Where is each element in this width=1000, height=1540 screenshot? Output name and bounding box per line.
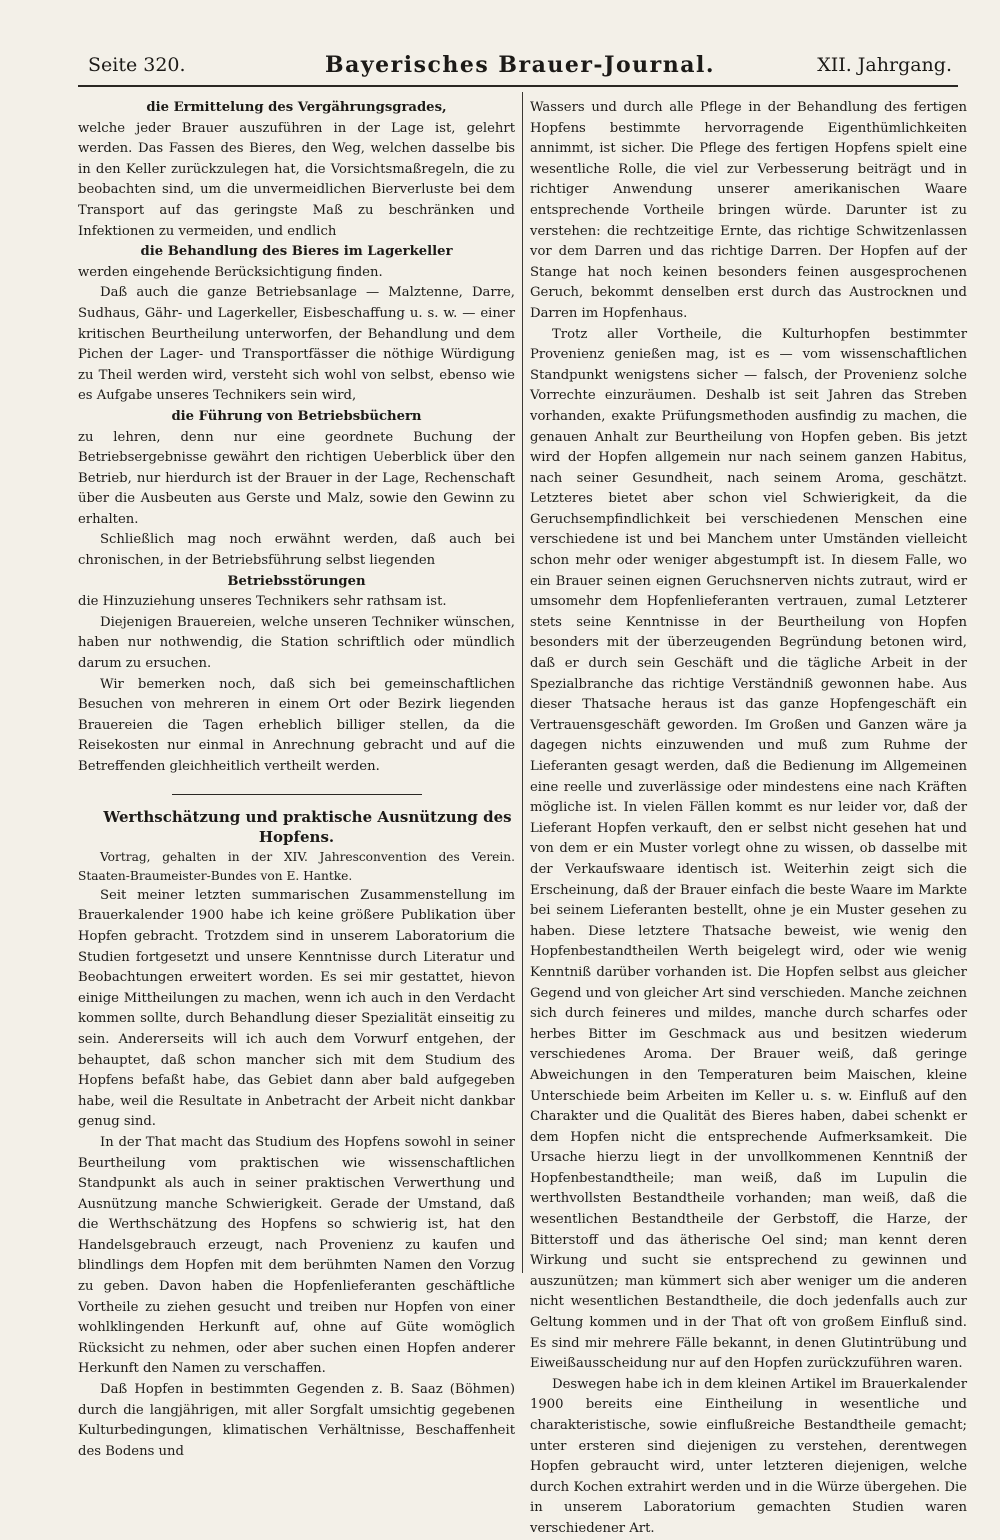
paragraph: Seit meiner letzten summarischen Zusammenstellung im Brauerkalender 1900 habe ich keine größere Publikation über Hopfen gebracht. Trotzdem sind in unserem Laboratorium die Studien fortgesetzt und unsere Kenntnisse durch Literatur und Beobachtungen erweitert worden. Es sei mir gestattet, hievon einige Mittheilungen zu machen, wenn ich auch in den Verdacht kommen sollte, durch Behandlung dieser Spezialität einseitig zu sein. Andererseits will ich auch dem Vorwurf entgehen, der behauptet, daß schon mancher sich mit dem Studium des Hopfens befaßt habe, das Gebiet dann aber bald aufgegeben habe, weil die Resultate in Anbetracht der Arbeit nicht dankbar genug sind. [78, 887, 515, 1130]
section-heading: die Führung von Betriebsbüchern [171, 408, 422, 424]
volume-label: XII. Jahrgang. [817, 54, 952, 76]
article-byline: Vortrag, gehalten in der XIV. Jahresconvention des Verein. Staaten-Braumeister-Bundes von E. Hantke. [78, 849, 515, 883]
paragraph: werden eingehende Berücksichtigung finden. [78, 264, 383, 280]
paragraph: Trotz aller Vortheile, die Kulturhopfen bestimmter Provenienz genießen mag, ist es — vom wissenschaftlichen Standpunkt wenigstens sicher — falsch, der Provenienz solche Vorrechte einzuräumen. Deshalb ist seit Jahren das Streben vorhanden, exakte Prüfungsmethoden ausfindig zu machen, die genauen Anhalt zur Beurtheilung von Hopfen geben. Bis jetzt wird der Hopfen allgemein nur nach seinem ganzen Habitus, nach seiner Gesundheit, nach seinem Aroma, geschätzt. Letzteres bietet aber schon viel Schwierigkeit, da die Geruchsempfindlichkeit bei verschiedenen Menschen eine verschiedene ist und bei Manchem unter Umständen vielleicht schon mehr oder weniger abgestumpft ist. In diesem Falle, wo ein Brauer seinen eignen Geruchsnerven nichts zutraut, wird er umsomehr dem Hopfenlieferanten vertrauen, zumal Letzterer stets seine Kenntnisse in der Beurtheilung von Hopfen besonders mit der überzeugenden Begründung betonen wird, daß er durch sein Geschäft und die tägliche Arbeit in der Spezialbranche das richtige Verständniß gewonnen habe. Aus dieser Thatsache heraus ist das ganze Hopfengeschäft ein Vertrauensgeschäft geworden. Im Großen und Ganzen wäre ja dagegen nichts einzuwenden und muß zum Ruhme der Lieferanten gesagt werden, daß die Bedienung im Allgemeinen eine reelle und zuverlässige oder mindestens eine nach Kräften mögliche ist. In vielen Fällen kommt es nur leider vor, daß der Lieferant Hopfen verkauft, den er selbst nicht gesehen hat und von dem er ein Muster vorlegt ohne zu wissen, ob dasselbe mit der Verkaufswaare identisch ist. Weiterhin zeigt sich die Erscheinung, daß der Brauer einfach die beste Waare im Markte bei seinem Lieferanten bestellt, ohne je ein Muster gesehen zu haben. Diese letztere Thatsache beweist, wie wenig den Hopfenbestandtheilen Werth beigelegt wird, oder wie wenig Kenntniß darüber vorhanden ist. Die Hopfen selbst aus gleicher Gegend und von gleicher Art sind verschieden. Manche zeichnen sich durch feineres und mildes, manche durch scharfes oder herbes Bitter im Geschmack aus und besitzen wiederum verschiedenes Aroma. Der Brauer weiß, daß geringe Abweichungen in den Temperaturen beim Maischen, kleine Unterschiede beim Arbeiten im Keller u. s. w. Einfluß auf den Charakter und die Qualität des Bieres haben, dabei schenkt er dem Hopfen nicht die entsprechende Aufmerksamkeit. Die Ursache hierzu liegt in der unvollkommenen Kenntniß der Hopfenbestandtheile; man weiß, daß im Lupulin die werthvollsten Bestandtheile vorhanden; man weiß, daß die wesentlichen Bestandtheile der Gerbstoff, die Harze, der Bitterstoff und das ätherische Oel sind; man kennt deren Wirkung und sucht sie entsprechend zu gewinnen und auszunützen; man kümmert sich aber weniger um die anderen nicht wesentlichen Bestandtheile, die doch jedenfalls auch zur Geltung kommen und in der That oft von großem Einfluß sind. Es sind mir mehrere Fälle bekannt, in denen Glutintrübung und Eiweißausscheidung nur auf den Hopfen zurückzuführen waren. [530, 326, 967, 1372]
paragraph: Daß Hopfen in bestimmten Gegenden z. B. Saaz (Böhmen) durch die langjährigen, mit aller Sorgfalt umsichtig gegebenen Kulturbedingungen, klimatischen Verhältnisse, Beschaffenheit des Bodens und [78, 1382, 515, 1459]
paragraph: In der That macht das Studium des Hopfens sowohl in seiner Beurtheilung vom praktischen wie wissenschaftlichen Standpunkt als auch in seiner praktischen Verwerthung und Ausnützung manche Schwierigkeit. Gerade der Umstand, daß die Werthschätzung des Hopfens so schwierig ist, hat den Handelsgebrauch erzeugt, nach Provenienz zu kaufen und blindlings dem Hopfen mit dem berühmten Namen den Vorzug zu geben. Davon haben die Hopfenlieferanten geschäftliche Vortheile zu ziehen gesucht und treiben nur Hopfen von einer wohlklingenden Herkunft auf, ohne auf Güte womöglich Rücksicht zu nehmen, oder aber suchen einen Hopfen anderer Herkunft den Namen zu verschaffen. [78, 1134, 515, 1377]
journal-title: Bayerisches Brauer-Journal. [325, 52, 715, 78]
paragraph: Schließlich mag noch erwähnt werden, daß auch bei chronischen, in der Betriebsführung selbst liegenden [78, 532, 515, 569]
page-header [88, 54, 952, 78]
paragraph: die Hinzuziehung unseres Technikers sehr rathsam ist. [78, 594, 447, 610]
paragraph: Diejenigen Brauereien, welche unseren Techniker wünschen, haben nur nothwendig, die Station schriftlich oder mündlich darum zu ersuchen. [78, 614, 515, 672]
left-column [78, 98, 515, 1462]
paragraph: Wir bemerken noch, daß sich bei gemeinschaftlichen Besuchen von mehreren in einem Ort oder Bezirk liegenden Brauereien die Tagen erheblich billiger stellen, da die Reisekosten nur einmal in Anrechnung gebracht und auf die Betreffenden gleichheitlich vertheilt werden. [78, 676, 515, 774]
column-divider [522, 92, 523, 1273]
article-title: Werthschätzung und praktische Ausnützung des Hopfens. [103, 807, 512, 847]
paragraph: Wassers und durch alle Pflege in der Behandlung des fertigen Hopfens bestimmte hervorragende Eigenthümlichkeiten annimmt, ist sicher. Die Pflege des fertigen Hopfens spielt eine wesentliche Rolle, die viel zur Verbesserung beiträgt und in richtiger Anwendung unserer amerikanischen Waare entsprechende Vortheile bringen würde. Darunter ist zu verstehen: die rechtzeitige Ernte, das richtige Schwitzenlassen vor dem Darren und das richtige Darren. Der Hopfen auf der Stange hat noch keinen besonders feinen ausgesprochenen Geruch, bekommt denselben erst durch das Austrocknen und Darren im Hopfenhaus. [530, 100, 967, 321]
header-rule [78, 85, 958, 87]
section-heading: die Behandlung des Bieres im Lagerkeller [140, 244, 453, 260]
paragraph: welche jeder Brauer auszuführen in der Lage ist, gelehrt werden. Das Fassen des Bieres, den Weg, welchen dasselbe bis in den Keller zurückzulegen hat, die Vorsichtsmaßregeln, die zu beobachten sind, um die unvermeidlichen Bierverluste bei dem Transport auf das geringste Maß zu beschränken und Infektionen zu vermeiden, und endlich [78, 120, 515, 239]
paragraph: Daß auch die ganze Betriebsanlage — Malztenne, Darre, Sudhaus, Gähr- und Lagerkeller, Eisbeschaffung u. s. w. — einer kritischen Beurtheilung unterworfen, der Behandlung und dem Pichen der Lager- und Transportfässer die nöthige Würdigung zu Theil werden wird, versteht sich wohl von selbst, ebenso wie es Aufgabe unseres Technikers sein wird, [78, 285, 515, 404]
section-heading: Betriebsstörungen [227, 573, 366, 589]
paragraph: Deswegen habe ich in dem kleinen Artikel im Brauerkalender 1900 bereits eine Eintheilung in wesentliche und charakteristische, sowie einflußreiche Bestandtheile gemacht; unter ersteren sind diejenigen zu verstehen, derentwegen Hopfen gebraucht wird, unter letzteren diejenigen, welche durch Kochen extrahirt werden und in die Würze übergehen. Die in unserem Laboratorium gemachten Studien waren verschiedener Art. [530, 1376, 967, 1536]
page-number: Seite 320. [88, 54, 186, 76]
right-column [530, 98, 967, 1540]
paragraph: zu lehren, denn nur eine geordnete Buchung der Betriebsergebnisse gewährt den richtigen Ueberblick über den Betrieb, nur hierdurch ist der Brauer in der Lage, Rechenschaft über die Ausbeuten aus Gerste und Malz, sowie den Gewinn zu erhalten. [78, 429, 515, 527]
article-separator [172, 794, 422, 795]
section-heading: die Ermittelung des Vergährungsgrades, [146, 100, 447, 115]
